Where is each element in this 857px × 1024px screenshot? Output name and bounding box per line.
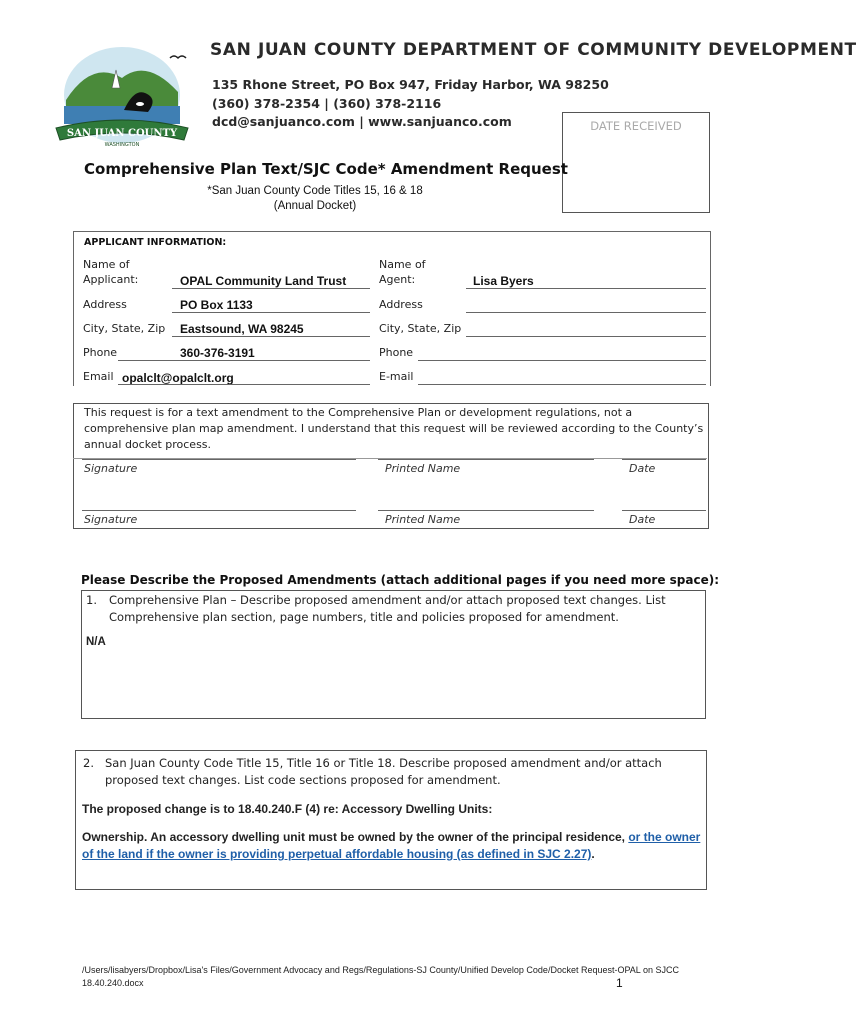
applicant-name-field[interactable] bbox=[172, 288, 370, 289]
printed-name-line-2[interactable] bbox=[378, 510, 594, 511]
item1-text: Comprehensive Plan – Describe proposed amendment and/or attach proposed text changes. List Comprehensive plan section, page numbers, title and policies proposed for amendment. bbox=[109, 593, 666, 624]
item2-text: San Juan County Code Title 15, Title 16 or Title 18. Describe proposed amendment and/or attach proposed text changes. List code sections proposed for amendment. bbox=[105, 756, 662, 787]
agent-name-value: Lisa Byers bbox=[473, 274, 534, 288]
applicant-address-label: Address bbox=[83, 298, 127, 311]
applicant-section-label: APPLICANT INFORMATION: bbox=[84, 237, 227, 248]
item1-answer: N/A bbox=[86, 636, 106, 648]
applicant-name-label-2: Applicant: bbox=[83, 273, 139, 286]
applicant-email-field[interactable] bbox=[118, 384, 370, 385]
agent-phone-field[interactable] bbox=[418, 360, 706, 361]
applicant-email-value: opalclt@opalclt.org bbox=[122, 371, 234, 385]
signature-line-2[interactable] bbox=[82, 510, 356, 511]
item2-answer-intro: The proposed change is to 18.40.240.F (4) re: Accessory Dwelling Units: bbox=[82, 802, 493, 816]
form-subtitle: *San Juan County Code Titles 15, 16 & 18 bbox=[207, 185, 423, 197]
footer-file-path: /Users/lisabyers/Dropbox/Lisa's Files/Government Advocacy and Regs/Regulations-SJ County/Unified Develop Code/Docket Request-OPAL on SJCC 18.40.240.docx bbox=[82, 965, 679, 988]
applicant-name-value: OPAL Community Land Trust bbox=[180, 274, 347, 288]
logo-subtext: WASHINGTON bbox=[104, 142, 140, 148]
signature-label-1: Signature bbox=[84, 462, 138, 475]
date-line-2[interactable] bbox=[622, 510, 706, 511]
signature-label-2: Signature bbox=[84, 513, 138, 526]
org-web: dcd@sanjuanco.com | www.sanjuanco.com bbox=[212, 114, 512, 129]
item1-number: 1. bbox=[86, 593, 97, 607]
agent-email-field[interactable] bbox=[418, 384, 706, 385]
item2-answer-plain: Ownership. An accessory dwelling unit must be owned by the owner of the principal residence, bbox=[82, 830, 629, 844]
applicant-phone-field[interactable] bbox=[118, 360, 370, 361]
agent-email-label: E-mail bbox=[379, 370, 414, 383]
date-received-label: DATE RECEIVED bbox=[590, 119, 682, 133]
org-address: 135 Rhone Street, PO Box 947, Friday Harbor, WA 98250 bbox=[212, 77, 609, 92]
agent-phone-label: Phone bbox=[379, 346, 414, 359]
applicant-city-label: City, State, Zip bbox=[83, 322, 166, 335]
agent-city-label: City, State, Zip bbox=[379, 322, 462, 335]
date-label-2: Date bbox=[629, 513, 656, 526]
applicant-address-value: PO Box 1133 bbox=[180, 298, 253, 312]
org-name: SAN JUAN COUNTY DEPARTMENT OF COMMUNITY DEVELOPMENT bbox=[210, 40, 857, 60]
agent-address-label: Address bbox=[379, 298, 423, 311]
applicant-city-field[interactable] bbox=[172, 336, 370, 337]
page-number: 1 bbox=[616, 976, 623, 990]
printed-name-label-2: Printed Name bbox=[385, 513, 461, 526]
date-label-1: Date bbox=[629, 462, 656, 475]
applicant-address-field[interactable] bbox=[172, 312, 370, 313]
printed-name-label-1: Printed Name bbox=[385, 462, 461, 475]
org-phones: (360) 378-2354 | (360) 378-2116 bbox=[212, 96, 442, 111]
agent-name-label-2: Agent: bbox=[379, 273, 416, 286]
printed-name-line-1[interactable] bbox=[378, 459, 594, 460]
date-line-1[interactable] bbox=[622, 459, 706, 460]
agent-name-field[interactable] bbox=[466, 288, 706, 289]
certification-text: This request is for a text amendment to the Comprehensive Plan or development regulations, not a comprehensive plan map amendment. I understand that this request will be reviewed according to the County’s annual docket process. bbox=[84, 406, 704, 451]
form-title: Comprehensive Plan Text/SJC Code* Amendment Request bbox=[84, 160, 568, 178]
date-received-box[interactable] bbox=[562, 112, 710, 213]
applicant-city-value: Eastsound, WA 98245 bbox=[180, 322, 304, 336]
county-logo bbox=[52, 40, 192, 152]
applicant-phone-value: 360-376-3191 bbox=[180, 346, 255, 360]
item2-number: 2. bbox=[83, 756, 94, 770]
item2-answer-text bbox=[82, 829, 702, 863]
agent-name-label-1: Name of bbox=[379, 258, 426, 271]
applicant-name-label-1: Name of bbox=[83, 258, 130, 271]
logo-text: SAN JUAN COUNTY bbox=[66, 128, 178, 139]
signature-line-1[interactable] bbox=[82, 459, 356, 460]
item2-answer-end: . bbox=[591, 847, 595, 861]
form-subtitle-docket: (Annual Docket) bbox=[273, 200, 357, 212]
agent-address-field[interactable] bbox=[466, 312, 706, 313]
applicant-phone-label: Phone bbox=[83, 346, 118, 359]
item2-answer-link[interactable]: or the owner of the land if the owner is providing perpetual affordable housing (as defined in SJC 2.27) bbox=[82, 830, 701, 861]
applicant-email-label: Email bbox=[83, 370, 114, 383]
agent-city-field[interactable] bbox=[466, 336, 706, 337]
amendments-header: Please Describe the Proposed Amendments (attach additional pages if you need more space): bbox=[81, 573, 720, 587]
